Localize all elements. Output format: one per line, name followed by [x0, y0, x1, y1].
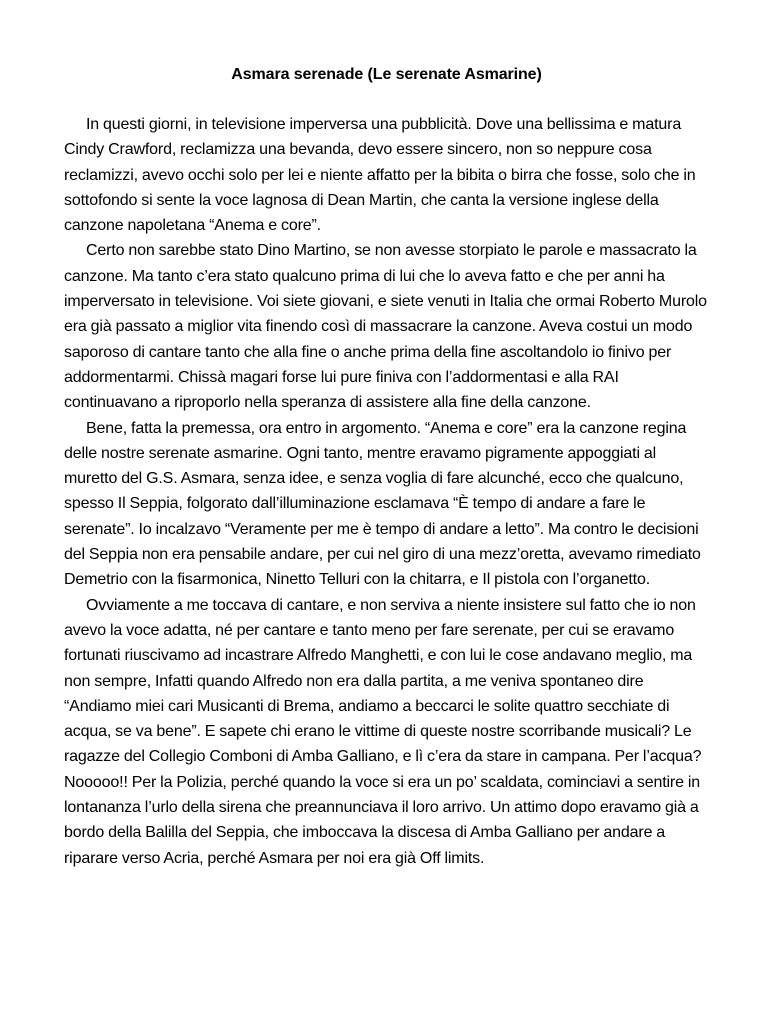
paragraph-3: Bene, fatta la premessa, ora entro in argomento. “Anema e core” era la canzone regina delle nostre serenate asmarine. Ogni tanto, mentre eravamo pigramente appoggiati al muretto del G.S. Asmara, senza idee, e senza voglia di fare alcunché, ecco che qualcuno, spesso Il Seppia, folgorato dall’illuminazione esclamava “È tempo di andare a fare le serenate”. Io incalzavo “Veramente per me è tempo di andare a letto”. Ma contro le decisioni del Seppia non era pensabile andare, per cui nel giro di una mezz’oretta, avevamo rimediato Demetrio con la fisarmonica, Ninetto Telluri con la chitarra, e Il pistola con l’organetto.: [64, 419, 701, 589]
paragraph-4: Ovviamente a me toccava di cantare, e non serviva a niente insistere sul fatto che io non avevo la voce adatta, né per cantare e tanto meno per fare serenate, per cui se eravamo fortunati riuscivamo ad incastrare Alfredo Manghetti, e con lui le cose andavano meglio, ma non sempre, Infatti quando Alfredo non era dalla partita, a me veniva spontaneo dire “Andiamo miei cari Musicanti di Brema, andiamo a beccarci le solite quattro secchiate di acqua, se va bene”. E sapete chi erano le vittime di queste nostre scorribande musicali? Le ragazze del Collegio Comboni di Amba Galliano, e lì c’era da stare in campana. Per l’acqua? Nooooo!! Per la Polizia, perché quando la voce si era un po’ scaldata, cominciavi a sentire in lontananza l’urlo della sirena che preannunciava il loro arrivo. Un attimo dopo eravamo già a bordo della Balilla del Seppia, che imboccava la discesa di Amba Galliano per andare a riparare verso Acria, perché Asmara per noi era già Off limits.: [64, 596, 702, 867]
paragraph-2: Certo non sarebbe stato Dino Martino, se non avesse storpiato le parole e massacrato la canzone. Ma tanto c’era stato qualcuno prima di lui che lo aveva fatto e che per anni ha imperversato in televisione. Voi siete giovani, e siete venuti in Italia che ormai Roberto Murolo era già passato a miglior vita finendo così di massacrare la canzone. Aveva costui un modo saporoso di cantare tanto che alla fine o anche prima della fine ascoltandolo io finivo per addormentarmi. Chissà magari forse lui pure finiva con l’addormentasi e alla RAI continuavano a riproporlo nella speranza di assistere alla fine della canzone.: [64, 242, 707, 412]
document-page: [64, 62, 709, 871]
paragraph-1: In questi giorni, in televisione imperversa una pubblicità. Dove una bellissima e matura Cindy Crawford, reclamizza una bevanda, devo essere sincero, non so neppure cosa reclamizzi, avevo occhi solo per lei e niente affatto per la bibita o birra che fosse, solo che in sottofondo si sente la voce lagnosa di Dean Martin, che canta la versione inglese della canzone napoletana “Anema e core”.: [64, 116, 696, 235]
document-title: Asmara serenade (Le serenate Asmarine): [231, 66, 542, 83]
